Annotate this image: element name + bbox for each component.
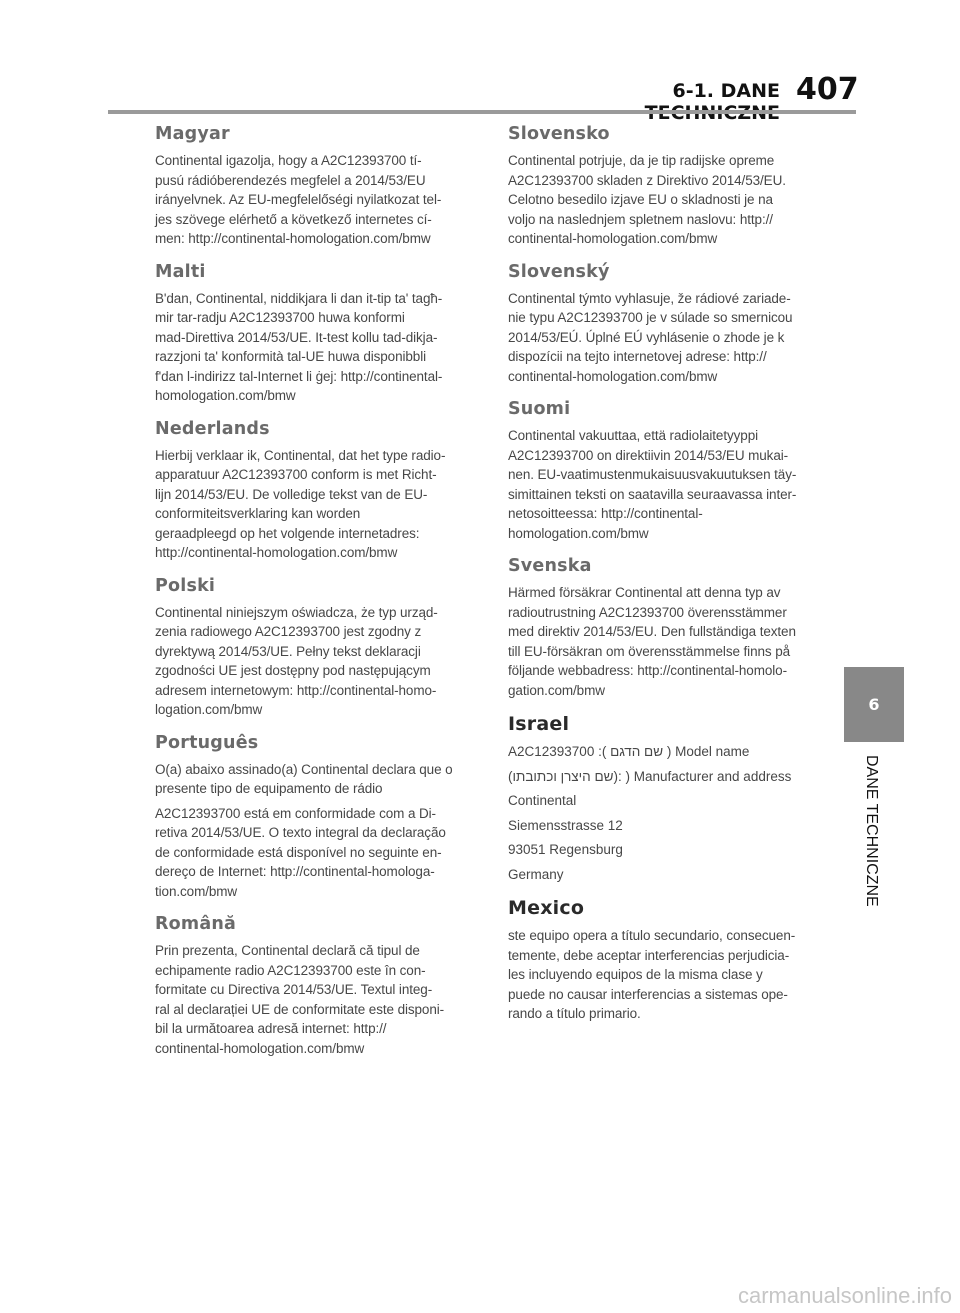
- left-column: [155, 124, 475, 1071]
- section-heading: Polski: [155, 575, 216, 596]
- section-heading: Nederlands: [155, 418, 270, 439]
- section-heading: Suomi: [508, 399, 571, 419]
- section-heading: Mexico: [508, 897, 585, 919]
- section-heading: Slovensko: [508, 124, 610, 144]
- section-text: Continental niniejszym oświadcza, że typ urząd- zenia radiowego A2C12393700 jest zgodny z dyrektywą 2014/53/UE. Pełny tekst deklaracji zgodności UE jest dostępny pod następującym adresem internetowym: http://continental-homo- logation.com/bmw: [155, 604, 438, 717]
- section-heading: Magyar: [155, 124, 230, 144]
- section-text: B'dan, Continental, niddikjara li dan it-tip ta' tagħ- mir tar-radju A2C12393700 huwa konformi mad-Direttiva 2014/53/UE. It-test kollu tad-dikja- razzjoni ta' konformità tal-UE huwa disponibbli f'dan l-indirizz tal-Internet li ġej: http://continental- homologation.com/bmw: [155, 290, 443, 403]
- israel-line: Germany: [508, 866, 564, 882]
- section-text: Continental potrjuje, da je tip radijske opreme A2C12393700 skladen z Direktivo 2014/53/EU. Celotno besedilo izjave EU o skladnosti je na voljo na naslednjem spletnem naslovu: http:// continental-homologation.com/bmw: [508, 153, 786, 246]
- israel-line: (שם היצרן וכתובתו): ) Manufacturer and address: [508, 768, 792, 784]
- page-number: 407: [796, 72, 859, 107]
- israel-line: Continental: [508, 793, 577, 808]
- section-text: Prin prezenta, Continental declară că tipul de echipamente radio A2C12393700 este în con- formitate cu Directiva 2014/53/UE. Textul integ- ral al declarației UE de conformitate este disponi- bil la următoarea adresă internet: http:// continental-homologation.com/bmw: [155, 943, 445, 1056]
- section-nederlands: [155, 419, 475, 563]
- section-mexico: [508, 897, 828, 1024]
- section-text: Continental vakuuttaa, että radiolaitetyyppi A2C12393700 on direktiivin 2014/53/EU mukai- nen. EU-vaatimustenmukaisuusvakuutuksen täy- simittainen teksti on saatavilla seuraavassa inter- netosoitteessa: http://continental- homologation.com/bmw: [508, 428, 797, 541]
- chapter-side-label: [848, 755, 900, 955]
- section-heading: Svenska: [508, 556, 592, 576]
- section-magyar: [155, 124, 475, 249]
- header-rule: [108, 110, 856, 114]
- section-text: Härmed försäkrar Continental att denna typ av radioutrustning A2C12393700 överensstämmer med direktiv 2014/53/EU. Den fullständiga texten till EU-försäkran om överensstämmelse finns på följande webbadress: http://continental-homolo- gation.com/bmw: [508, 585, 796, 698]
- section-heading: Română: [155, 914, 237, 934]
- right-column: [508, 124, 828, 1037]
- section-heading: Malti: [155, 261, 206, 282]
- section-heading: Israel: [508, 713, 570, 735]
- section-portugues: [155, 733, 475, 902]
- israel-line: 93051 Regensburg: [508, 842, 623, 857]
- section-text: Continental igazolja, hogy a A2C12393700 tí- pusú rádióberendezés megfelel a 2014/53/EU irányelvnek. Az EU-megfelelőségi nyilatkozat tel- jes szövege elérhető a következő internetes cí- men: http://continental-homologation.com/bmw: [155, 153, 442, 246]
- chapter-side-label-text: DANE TECHNICZNE: [863, 755, 880, 907]
- section-text: Hierbij verklaar ik, Continental, dat het type radio- apparatuur A2C12393700 conform is met Richt- lijn 2014/53/EU. De volledige tekst van de EU- conformiteitsverklaring kan worden geraadpleegd op het volgende internetadres: http://continental-homologation.com/bmw: [155, 447, 446, 560]
- section-text: ste equipo opera a título secundario, consecuen- temente, debe aceptar interferencias perjudicia- les incluyendo equipos de la misma clase y puede no causar interferencias a sistemas ope- rando a título primario.: [508, 928, 796, 1021]
- chapter-tab: 6: [844, 667, 904, 742]
- section-israel: [508, 713, 828, 884]
- section-heading: Português: [155, 732, 259, 753]
- section-polski: [155, 576, 475, 720]
- watermark: carmanualsonline.info: [737, 1283, 952, 1308]
- section-slovensko: [508, 124, 828, 249]
- israel-line: Siemensstrasse 12: [508, 817, 623, 833]
- section-slovensky: [508, 262, 828, 387]
- section-svenska: [508, 556, 828, 700]
- israel-line: A2C12393700 :( שם הדגם ) Model name: [508, 744, 750, 759]
- header-title: 6-1. DANE: [672, 80, 780, 102]
- section-text: Continental týmto vyhlasuje, že rádiové zariade- nie typu A2C12393700 je v súlade so smernicou 2014/53/EÚ. Úplné EÚ vyhlásenie o zhode je k dispozícii na tejto internetovej adrese: http:// continental-homologation.com/bmw: [508, 290, 793, 384]
- section-suomi: [508, 399, 828, 543]
- section-malti: [155, 262, 475, 406]
- section-romana: [155, 914, 475, 1058]
- section-text: O(a) abaixo assinado(a) Continental declara que o presente tipo de equipamento de rádio: [155, 761, 453, 796]
- section-text-continued: A2C12393700 está em conformidade com a Di- retiva 2014/53/UE. O texto integral da declaração de conformidade está disponível no seguinte en- dereço de Internet: http://continental-homologa- tion.com/bmw: [155, 805, 446, 899]
- section-heading: Slovenský: [508, 261, 610, 282]
